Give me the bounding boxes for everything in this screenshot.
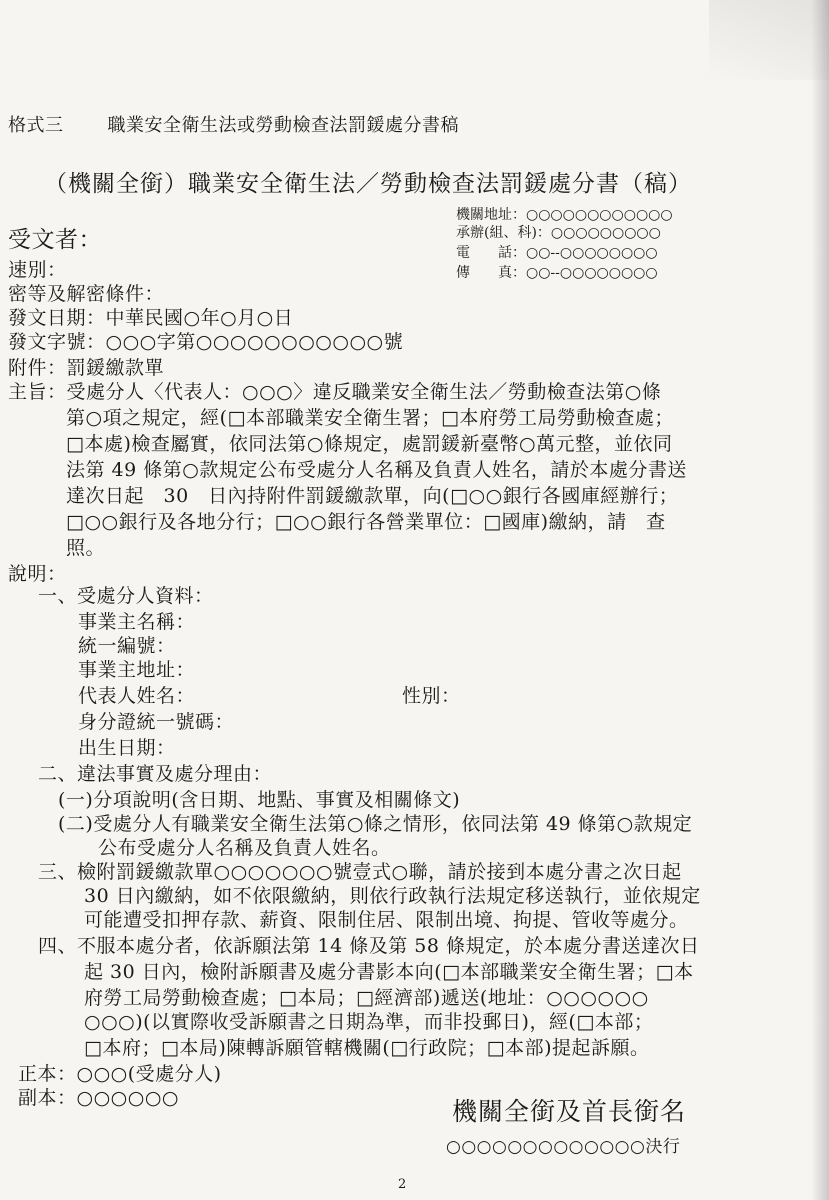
section-1-title: 一、受處分人資料： [38, 585, 214, 607]
format-title: 職業安全衛生法或勞動檢查法罰鍰處分書稿 [107, 115, 459, 136]
contact-handler: 承辦(組、科)：○○○○○○○○○ [456, 225, 661, 241]
section-3-line-1: 三、檢附罰鍰繳款單○○○○○○○號壹式○聯，請於接到本處分書之次日起 [38, 861, 682, 883]
subject-line-4: 法第 49 條第○款規定公布受處分人名稱及負責人姓名，請於本處分書送 [66, 459, 687, 481]
speed: 速別： [8, 259, 67, 281]
recipient: 受文者： [8, 227, 102, 253]
contact-fax: 傳 真：○○--○○○○○○○○ [456, 265, 658, 281]
page-number: 2 [398, 1177, 407, 1192]
signature-name: 機關全銜及首長銜名 [452, 1097, 687, 1126]
explanation-heading: 說明： [8, 563, 67, 585]
carbon-copy: 副本：○○○○○○ [18, 1087, 179, 1109]
section-3-line-2: 30 日內繳納，如不依限繳納，則依行政執行法規定移送執行，並依規定 [84, 885, 701, 907]
subject-line-7: 照。 [66, 537, 106, 559]
signature-approval: ○○○○○○○○○○○○○決行 [446, 1137, 681, 1157]
section-2-title: 二、違法事實及處分理由： [38, 763, 273, 785]
contact-phone: 電 話：○○--○○○○○○○○ [456, 245, 658, 261]
attachment: 附件：罰鍰繳款單 [8, 357, 165, 379]
section-3-line-3: 可能遭受扣押存款、薪資、限制住居、限制出境、拘提、管收等處分。 [84, 909, 689, 931]
secrecy: 密等及解密條件： [8, 283, 165, 305]
employer-name: 事業主名稱： [78, 611, 196, 633]
id-number: 身分證統一號碼： [78, 711, 235, 733]
section-2-item-b-2: 公布受處分人名稱及負責人姓名。 [98, 837, 391, 859]
representative-name: 代表人姓名： [78, 685, 196, 707]
business-id: 統一編號： [78, 635, 176, 657]
document-title: （機關全銜）職業安全衛生法／勞動檢查法罰鍰處分書（稿） [44, 171, 692, 197]
section-2-item-b-1: (二)受處分人有職業安全衛生法第○條之情形，依同法第 49 條第○款規定 [58, 813, 693, 835]
page-edge-shadow [811, 0, 829, 1200]
subject-line-1: 主旨：受處分人〈代表人：○○○〉違反職業安全衛生法／勞動檢查法第○條 [8, 381, 662, 403]
section-4-line-3: 府勞工局勞動檢查處；□本局；□經濟部)遞送(地址：○○○○○○ [84, 987, 649, 1009]
gender: 性別： [402, 685, 461, 707]
contact-address: 機關地址：○○○○○○○○○○○○ [456, 207, 673, 223]
subject-line-2: 第○項之規定，經(□本部職業安全衛生署；□本府勞工局勞動檢查處； [66, 407, 674, 429]
issue-number: 發文字號：○○○字第○○○○○○○○○○○號 [8, 331, 404, 353]
format-label: 格式三 [8, 115, 64, 136]
section-4-line-2: 起 30 日內，檢附訴願書及處分書影本向(□本部職業安全衛生署；□本 [84, 961, 694, 983]
section-2-item-a: (一)分項說明(含日期、地點、事實及相關條文) [58, 789, 461, 811]
original-copy: 正本：○○○(受處分人) [18, 1063, 222, 1085]
section-4-line-4: ○○○)(以實際收受訴願書之日期為準，而非投郵日)，經(□本部； [84, 1011, 654, 1033]
subject-line-5: 達次日起 30 日內持附件罰鍰繳款單，向(□○○銀行各國庫經辦行； [66, 485, 679, 507]
birth-date: 出生日期： [78, 737, 176, 759]
section-4-line-5: □本府；□本局)陳轉訴願管轄機關(□行政院；□本部)提起訴願。 [84, 1037, 650, 1059]
section-4-line-1: 四、不服本處分者，依訴願法第 14 條及第 58 條規定，於本處分書送達次日 [38, 935, 700, 957]
format-header [8, 114, 459, 138]
subject-line-3: □本處)檢查屬實，依同法第○條規定，處罰鍰新臺幣○萬元整，並依同 [66, 433, 673, 455]
issue-date: 發文日期：中華民國○年○月○日 [8, 307, 294, 329]
subject-line-6: □○○銀行及各地分行；□○○銀行各營業單位：□國庫)繳納，請 查 [66, 511, 666, 533]
employer-address: 事業主地址： [78, 659, 196, 681]
